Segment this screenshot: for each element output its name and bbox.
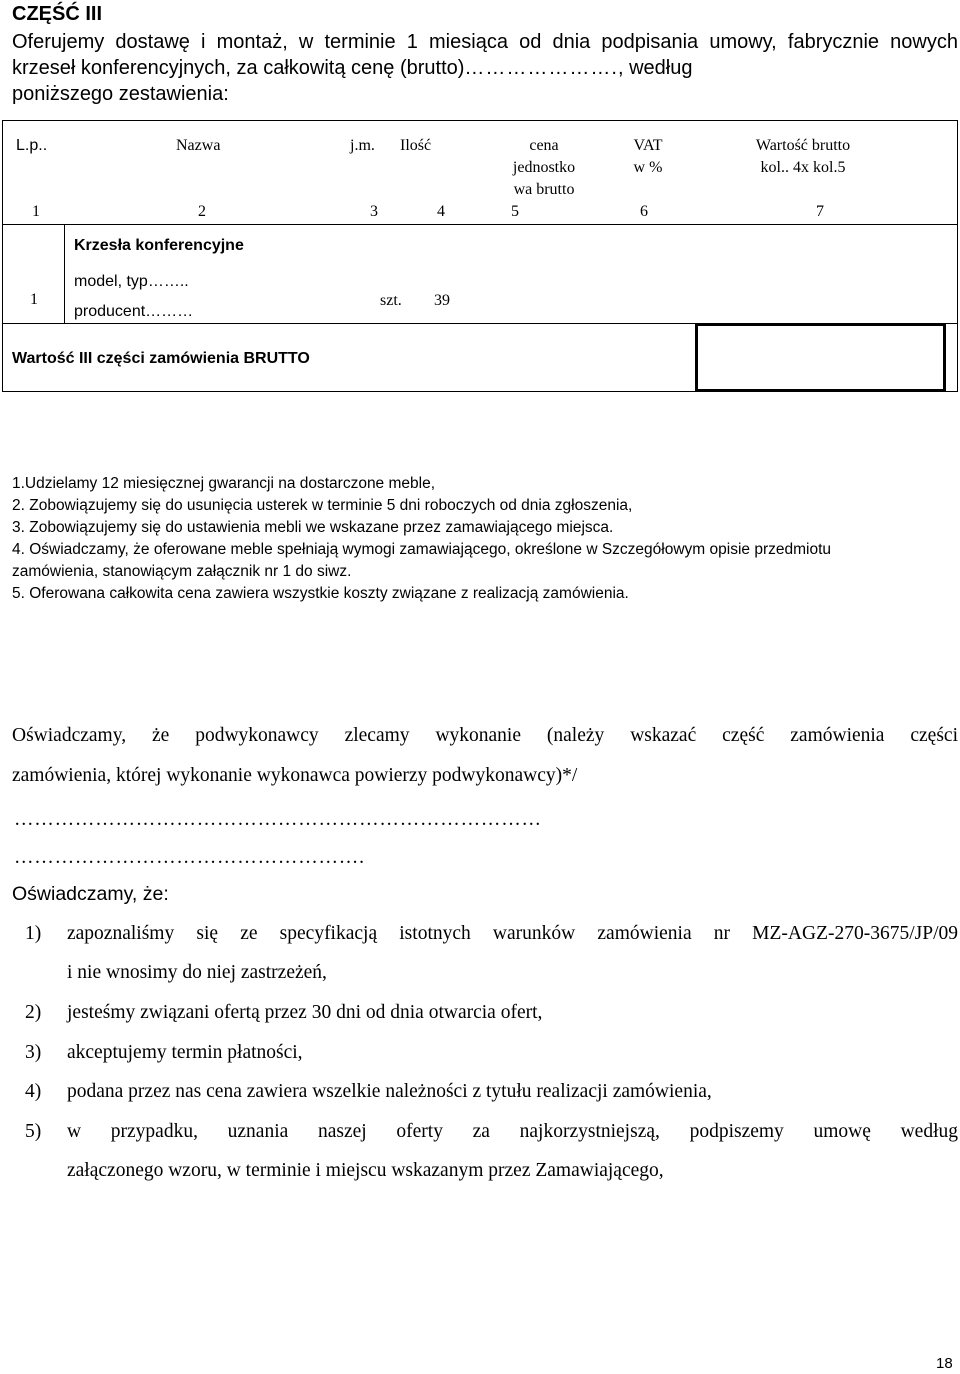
condition-item: 2. Zobowiązujemy się do usunięcia usterek w terminie 5 dni roboczych od dnia zgłoszenia, [12, 497, 633, 514]
total-label: Wartość III części zamówienia BRUTTO [12, 350, 310, 367]
intro-line-2-end: , według [617, 57, 693, 79]
subcontract-blank-1: …………………………………………………………………… [14, 809, 542, 830]
product-model: model, typ…….. [74, 273, 189, 290]
price-blank: …………………. [464, 57, 618, 79]
condition-item: 4. Oświadczamy, że oferowane meble spełniają wymogi zamawiającego, określone w Szczegółowym opisie przedmiotu [12, 541, 832, 558]
intro-line-1: Oferujemy dostawę i montaż, w terminie 1 miesiąca od dnia podpisania umowy, fabrycznie nowych [12, 31, 958, 53]
declaration-text: podana przez nas cena zawiera wszelkie należności z tytułu realizacji zamówienia, [67, 1081, 712, 1102]
header-vat-1: VAT [633, 137, 663, 154]
header-ilosc: Ilość [400, 137, 432, 154]
header-wartosc-2: kol.. 4x kol.5 [760, 159, 846, 176]
header-vat [608, 136, 688, 177]
declarations-intro: Oświadczamy, że: [12, 883, 169, 905]
colnum-6: 6 [640, 203, 648, 220]
header-cena-3: wa brutto [513, 181, 575, 198]
condition-item: zamówienia, stanowiącym załącznik nr 1 do siwz. [12, 563, 352, 580]
colnum-1: 1 [32, 203, 40, 220]
header-lp: L.p.. [16, 137, 48, 154]
row-lp: 1 [30, 291, 38, 308]
conditions-list [12, 473, 958, 605]
header-cena [494, 136, 594, 199]
declaration-text-cont: załączonego wzoru, w terminie i miejscu wskazanym przez Zamawiającego, [67, 1160, 664, 1181]
intro-line-3: poniższego zestawienia: [12, 83, 229, 105]
table-left-border [2, 120, 3, 392]
condition-item: 1.Udzielamy 12 miesięcznej gwarancji na dostarczone meble, [12, 475, 436, 492]
intro-line-2-text: krzeseł konferencyjnych, za całkowitą cenę (brutto) [12, 57, 465, 79]
header-cena-1: cena [529, 137, 559, 154]
declaration-text: zapoznaliśmy się ze specyfikacją istotnych warunków zamówienia nr MZ-AGZ-270-3675/JP/09 [67, 923, 958, 944]
colnum-2: 2 [198, 203, 206, 220]
colnum-5: 5 [511, 203, 519, 220]
table-right-border [957, 120, 958, 392]
subcontract-line-2: zamówienia, której wykonanie wykonawca powierzy podwykonawcy)*/ [12, 765, 578, 786]
declaration-number: 5) [25, 1121, 42, 1142]
declaration-number: 2) [25, 1002, 42, 1023]
condition-item: 3. Zobowiązujemy się do ustawienia mebli we wskazane przez zamawiającego miejsca. [12, 519, 614, 536]
product-producer: producent……… [74, 303, 194, 320]
declaration-text: jesteśmy związani ofertą przez 30 dni od dnia otwarcia ofert, [67, 1002, 543, 1023]
subcontract-blank-2: ……………………………………………. [14, 847, 365, 868]
header-jm: j.m. [350, 137, 375, 154]
declaration-number: 3) [25, 1042, 42, 1063]
table-top-border [2, 120, 958, 121]
declaration-number: 4) [25, 1081, 42, 1102]
declaration-text: akceptujemy termin płatności, [67, 1042, 303, 1063]
product-quantity: 39 [434, 292, 450, 309]
subcontract-line-1: Oświadczamy, że podwykonawcy zlecamy wykonanie (należy wskazać część zamówienia części [12, 725, 958, 746]
header-nazwa: Nazwa [176, 137, 221, 154]
header-vat-2: w % [633, 159, 663, 176]
header-cena-2: jednostko [512, 159, 576, 176]
product-unit: szt. [380, 292, 402, 309]
header-wartosc-1: Wartość brutto [755, 137, 851, 154]
declaration-number: 1) [25, 923, 42, 944]
page-number: 18 [936, 1355, 953, 1372]
header-wartosc [728, 136, 878, 177]
colnum-3: 3 [370, 203, 378, 220]
total-value-box[interactable] [695, 323, 946, 392]
condition-item: 5. Oferowana całkowita cena zawiera wszystkie koszty związane z realizacją zamówienia. [12, 585, 629, 602]
colnum-4: 4 [437, 203, 445, 220]
intro-line-2 [12, 56, 958, 80]
colnum-7: 7 [816, 203, 824, 220]
declaration-text: w przypadku, uznania naszej oferty za najkorzystniejszą, podpiszemy umowę według [67, 1121, 958, 1142]
section-title: CZĘŚĆ III [12, 3, 103, 25]
product-name: Krzesła konferencyjne [74, 237, 244, 254]
row-divider [2, 224, 958, 225]
declaration-text-cont: i nie wnosimy do niej zastrzeżeń, [67, 962, 327, 983]
col-divider-lp [64, 224, 65, 324]
